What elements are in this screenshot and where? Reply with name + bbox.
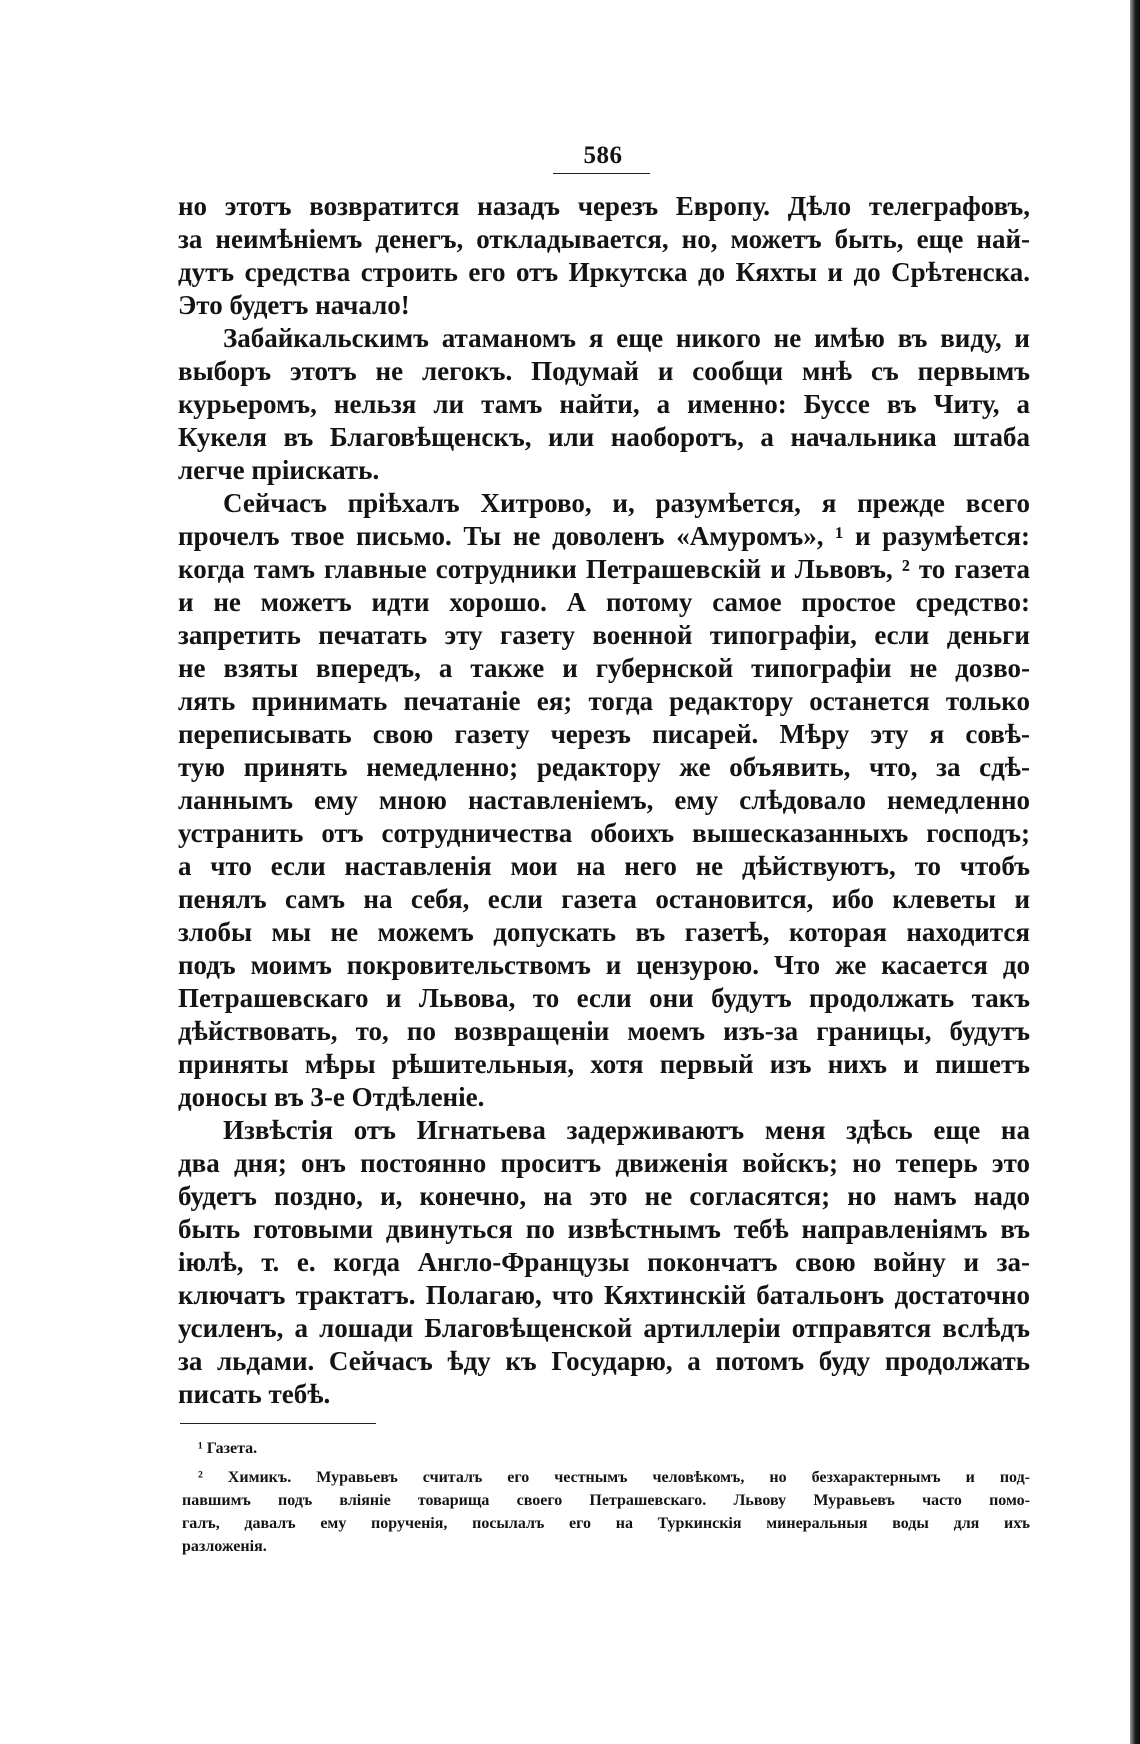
footnote-line: разложенія. [182,1538,267,1555]
text-line: устранить отъ сотрудничества обоихъ вышесказанныхъ господъ; [178,818,1030,848]
text-line: іюлѣ, т. е. когда Англо-Французы покончатъ свою войну и за- [178,1247,1030,1277]
text-line: Забайкальскимъ атаманомъ я еще никого не имѣю въ виду, и [223,323,1030,353]
footnote [182,1437,1030,1460]
text-line: усиленъ, а лошади Благовѣщенской артиллеріи отправятся вслѣдъ [178,1313,1030,1343]
text-line: лять принимать печатаніе ея; тогда редактору останется только [178,686,1030,716]
text-line: и не можетъ идти хорошо. А потому самое простое средство: [178,587,1030,617]
text-line: дѣйствовать, то, по возвращеніи моемъ изъ-за границы, будутъ [178,1016,1030,1046]
text-line: приняты мѣры рѣшительныя, хотя первый изъ нихъ и пишетъ [178,1049,1030,1079]
text-line: переписывать свою газету черезъ писарей. Мѣру эту я совѣ- [178,719,1030,749]
body-text [178,190,1030,1411]
text-line: но этотъ возвратится назадъ черезъ Европу. Дѣло телеграфовъ, [178,191,1030,221]
footnote-line: ¹ Газета. [198,1440,258,1457]
text-line: пенялъ самъ на себя, если газета остановится, ибо клеветы и [178,884,1030,914]
page-number-rule [553,173,650,174]
text-line: будетъ поздно, и, конечно, на это не согласятся; но намъ надо [178,1181,1030,1211]
text-line: быть готовыми двинуться по извѣстнымъ тебѣ направленіямъ въ [178,1214,1030,1244]
paragraph [178,1114,1030,1411]
text-line: Сейчасъ пріѣхалъ Хитрово, и, разумѣется, я прежде всего [223,488,1030,518]
text-line: тую принять немедленно; редактору же объявить, что, за сдѣ- [178,752,1030,782]
footnote-rule [180,1423,376,1424]
text-line: не взяты впередъ, а также и губернской типографіи не дозво- [178,653,1030,683]
text-line: а что если наставленія мои на него не дѣйствуютъ, то чтобъ [178,851,1030,881]
text-line: Кукеля въ Благовѣщенскъ, или наоборотъ, а начальника штаба [178,422,1030,452]
text-line: подъ моимъ покровительствомъ и цензурою. Что же касается до [178,950,1030,980]
paragraph [178,322,1030,487]
text-line: Петрашевскаго и Львова, то если они будутъ продолжать такъ [178,983,1030,1013]
page-number: 586 [583,142,623,169]
paragraph [178,190,1030,322]
text-line: злобы мы не можемъ допускать въ газетѣ, которая находится [178,917,1030,947]
text-line: за льдами. Сейчасъ ѣду къ Государю, а потомъ буду продолжать [178,1346,1030,1376]
text-line: выборъ этотъ не легокъ. Подумай и сообщи мнѣ съ первымъ [178,356,1030,386]
paragraph [178,487,1030,1114]
text-line: прочелъ твое письмо. Ты не доволенъ «Амуромъ», ¹ и разумѣется: [178,521,1030,551]
text-line: ключатъ трактатъ. Полагаю, что Кяхтинскій батальонъ достаточно [178,1280,1030,1310]
footnote-line: павшимъ подъ вліяніе товарища своего Петрашевскаго. Львову Муравьевъ часто помо- [182,1492,1030,1509]
text-line: курьеромъ, нельзя ли тамъ найти, а именно: Буссе въ Читу, а [178,389,1030,419]
text-line: писать тебѣ. [178,1379,331,1409]
text-line: за неимѣніемъ денегъ, откладывается, но, можетъ быть, еще най- [178,224,1030,254]
text-line: запретить печатать эту газету военной типографіи, если деньги [178,620,1030,650]
footnotes [182,1437,1030,1558]
text-line: Извѣстія отъ Игнатьева задерживаютъ меня здѣсь еще на [223,1115,1030,1145]
text-line: доносы въ 3-е Отдѣленіе. [178,1082,485,1112]
text-line: когда тамъ главные сотрудники Петрашевскій и Львовъ, ² то газета [178,554,1030,584]
text-line: ланнымъ ему мною наставленіемъ, ему слѣдовало немедленно [178,785,1030,815]
text-line: два дня; онъ постоянно проситъ движенія войскъ; но теперь это [178,1148,1030,1178]
text-line: легче пріискать. [178,455,380,485]
page-edge-shadow [1130,0,1140,1744]
footnote-line: галъ, давалъ ему порученія, посылалъ его на Туркинскія минеральныя воды для ихъ [182,1515,1030,1532]
footnote-line: ² Химикъ. Муравьевъ считалъ его честнымъ человѣкомъ, но безхарактернымъ и под- [198,1469,1030,1486]
text-line: дутъ средства строить его отъ Иркутска до Кяхты и до Срѣтенска. [178,257,1030,287]
footnote [182,1466,1030,1558]
text-line: Это будетъ начало! [178,290,410,320]
